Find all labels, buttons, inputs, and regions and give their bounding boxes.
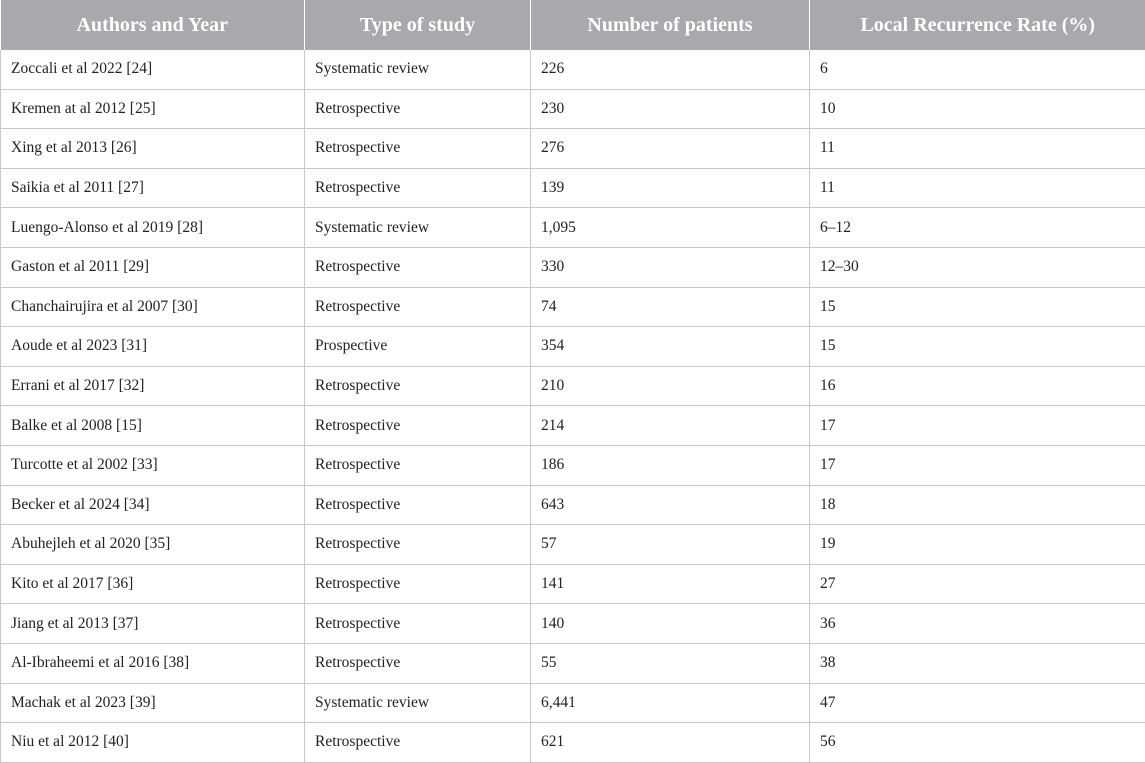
cell-recurrence-rate: 36 (810, 604, 1145, 644)
cell-study-type: Retrospective (305, 89, 531, 129)
cell-authors-year: Machak et al 2023 [39] (1, 683, 305, 723)
cell-study-type: Retrospective (305, 564, 531, 604)
cell-authors-year: Abuhejleh et al 2020 [35] (1, 525, 305, 565)
header-patient-count: Number of patients (531, 0, 810, 50)
cell-study-type: Retrospective (305, 129, 531, 169)
cell-patient-count: 139 (531, 168, 810, 208)
table-row (1, 168, 1145, 208)
cell-patient-count: 643 (531, 485, 810, 525)
cell-patient-count: 230 (531, 89, 810, 129)
cell-patient-count: 186 (531, 445, 810, 485)
table-row (1, 564, 1145, 604)
cell-study-type: Retrospective (305, 168, 531, 208)
table-row (1, 89, 1145, 129)
table-row (1, 643, 1145, 683)
cell-authors-year: Xing et al 2013 [26] (1, 129, 305, 169)
cell-recurrence-rate: 17 (810, 406, 1145, 446)
cell-patient-count: 276 (531, 129, 810, 169)
cell-recurrence-rate: 19 (810, 525, 1145, 565)
cell-authors-year: Becker et al 2024 [34] (1, 485, 305, 525)
table-row (1, 129, 1145, 169)
cell-recurrence-rate: 56 (810, 723, 1145, 763)
table-header (1, 0, 1145, 50)
table-row (1, 208, 1145, 248)
table-body (1, 50, 1145, 762)
cell-authors-year: Turcotte et al 2002 [33] (1, 445, 305, 485)
cell-authors-year: Luengo-Alonso et al 2019 [28] (1, 208, 305, 248)
table-row (1, 366, 1145, 406)
table-row (1, 683, 1145, 723)
cell-study-type: Retrospective (305, 525, 531, 565)
table-row (1, 525, 1145, 565)
cell-study-type: Retrospective (305, 287, 531, 327)
cell-recurrence-rate: 18 (810, 485, 1145, 525)
cell-study-type: Systematic review (305, 208, 531, 248)
cell-recurrence-rate: 47 (810, 683, 1145, 723)
cell-study-type: Systematic review (305, 683, 531, 723)
cell-study-type: Retrospective (305, 643, 531, 683)
cell-authors-year: Zoccali et al 2022 [24] (1, 50, 305, 89)
cell-authors-year: Saikia et al 2011 [27] (1, 168, 305, 208)
table-row (1, 327, 1145, 367)
cell-study-type: Retrospective (305, 485, 531, 525)
table-row (1, 50, 1145, 89)
cell-recurrence-rate: 17 (810, 445, 1145, 485)
header-study-type: Type of study (305, 0, 531, 50)
cell-authors-year: Gaston et al 2011 [29] (1, 247, 305, 287)
cell-authors-year: Niu et al 2012 [40] (1, 723, 305, 763)
table-row (1, 445, 1145, 485)
cell-authors-year: Kremen at al 2012 [25] (1, 89, 305, 129)
cell-recurrence-rate: 11 (810, 129, 1145, 169)
cell-recurrence-rate: 12–30 (810, 247, 1145, 287)
cell-study-type: Retrospective (305, 406, 531, 446)
cell-patient-count: 226 (531, 50, 810, 89)
cell-patient-count: 330 (531, 247, 810, 287)
cell-recurrence-rate: 11 (810, 168, 1145, 208)
cell-study-type: Retrospective (305, 723, 531, 763)
cell-recurrence-rate: 15 (810, 287, 1145, 327)
cell-patient-count: 141 (531, 564, 810, 604)
table-row (1, 247, 1145, 287)
cell-study-type: Retrospective (305, 247, 531, 287)
cell-patient-count: 621 (531, 723, 810, 763)
cell-study-type: Retrospective (305, 604, 531, 644)
cell-study-type: Retrospective (305, 366, 531, 406)
cell-study-type: Systematic review (305, 50, 531, 89)
cell-authors-year: Balke et al 2008 [15] (1, 406, 305, 446)
cell-recurrence-rate: 27 (810, 564, 1145, 604)
cell-recurrence-rate: 6 (810, 50, 1145, 89)
table-row (1, 406, 1145, 446)
cell-authors-year: Kito et al 2017 [36] (1, 564, 305, 604)
cell-authors-year: Errani et al 2017 [32] (1, 366, 305, 406)
cell-study-type: Prospective (305, 327, 531, 367)
header-authors-year: Authors and Year (1, 0, 305, 50)
cell-patient-count: 74 (531, 287, 810, 327)
cell-patient-count: 354 (531, 327, 810, 367)
cell-recurrence-rate: 10 (810, 89, 1145, 129)
cell-recurrence-rate: 6–12 (810, 208, 1145, 248)
cell-patient-count: 1,095 (531, 208, 810, 248)
cell-patient-count: 214 (531, 406, 810, 446)
cell-patient-count: 6,441 (531, 683, 810, 723)
header-recurrence-rate: Local Recurrence Rate (%) (810, 0, 1145, 50)
table-row (1, 604, 1145, 644)
cell-authors-year: Al-Ibraheemi et al 2016 [38] (1, 643, 305, 683)
table-row (1, 723, 1145, 763)
cell-study-type: Retrospective (305, 445, 531, 485)
cell-patient-count: 55 (531, 643, 810, 683)
cell-authors-year: Aoude et al 2023 [31] (1, 327, 305, 367)
cell-patient-count: 210 (531, 366, 810, 406)
cell-recurrence-rate: 16 (810, 366, 1145, 406)
table-row (1, 287, 1145, 327)
table-row (1, 485, 1145, 525)
cell-patient-count: 57 (531, 525, 810, 565)
cell-patient-count: 140 (531, 604, 810, 644)
cell-recurrence-rate: 15 (810, 327, 1145, 367)
cell-recurrence-rate: 38 (810, 643, 1145, 683)
cell-authors-year: Chanchairujira et al 2007 [30] (1, 287, 305, 327)
cell-authors-year: Jiang et al 2013 [37] (1, 604, 305, 644)
header-row (1, 0, 1145, 50)
